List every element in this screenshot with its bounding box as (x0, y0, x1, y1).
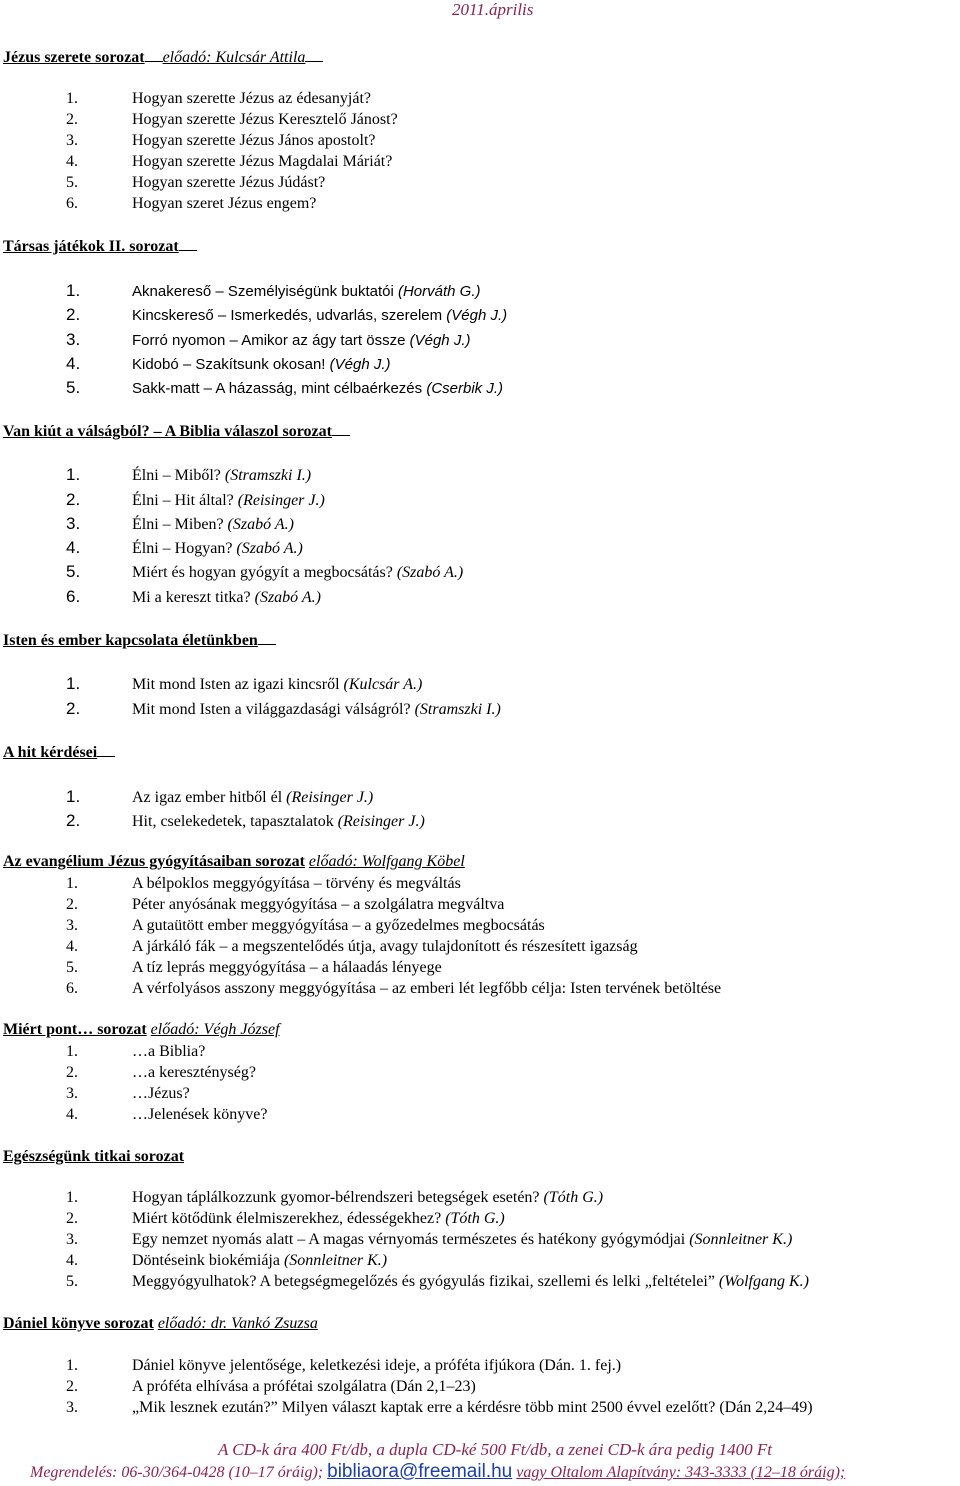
list-item: 5. Hogyan szerette Jézus Júdást? (66, 174, 326, 191)
list-item: 3. Hogyan szerette Jézus János apostolt? (66, 132, 376, 149)
list-item: 2. Miért kötődünk élelmiszerekhez, édességekhez? (Tóth G.) (66, 1210, 505, 1227)
list-item: 4. A járkáló fák – a megszentelődés útja, avagy tulajdonított és részesített igazság (66, 938, 638, 955)
section-heading (3, 1147, 184, 1167)
footer-email-link[interactable]: bibliaora@freemail.hu (327, 1461, 513, 1482)
list-item: 5. Meggyógyulhatok? A betegségmegelőzés és gyógyulás fizikai, szellemi és lelki „feltételei” (Wolfgang K.) (66, 1273, 809, 1290)
section-presenter: előadó: Végh József (150, 1021, 280, 1038)
list-item: 1. Élni – Miből? (Stramszki I.) (66, 465, 312, 484)
list-item: 3. „Mik lesznek ezután?” Milyen választ kaptak erre a kérdésre több mint 2500 évvel ezelőtt? (Dán 2,24–49) (66, 1399, 813, 1416)
document-date: 2011.április (452, 0, 534, 19)
section-title: Isten és ember kapcsolata életünkben (3, 632, 258, 649)
section-heading (3, 1314, 318, 1334)
list-item: 5. A tíz leprás meggyógyítása – a hálaadás lényege (66, 959, 442, 976)
section-heading (3, 852, 465, 872)
list-item: 1. …a Biblia? (66, 1043, 206, 1060)
list-item: 2. Élni – Hit által? (Reisinger J.) (66, 490, 325, 509)
footer-prices: A CD-k ára 400 Ft/db, a dupla CD-ké 500 Ft/db, a zenei CD-k ára pedig 1400 Ft (217, 1440, 772, 1459)
list-item: 3. Forró nyomon – Amikor az ágy tart össze (Végh J.) (66, 330, 471, 349)
section-title: Dániel könyve sorozat (3, 1315, 154, 1332)
section-heading (3, 630, 276, 651)
list-item: 4. Kidobó – Szakítsunk okosan! (Végh J.) (66, 354, 391, 373)
list-item: 3. Egy nemzet nyomás alatt – A magas vérnyomás természetes és hatékony gyógymódjai (Sonnleitner K.) (66, 1231, 793, 1248)
list-item: 1. Dániel könyve jelentősége, keletkezési ideje, a próféta ifjúkora (Dán. 1. fej.) (66, 1357, 622, 1374)
section-title: Társas játékok II. sorozat (3, 238, 179, 255)
list-item: 2. Hit, cselekedetek, tapasztalatok (Reisinger J.) (66, 811, 425, 830)
section-title: A hit kérdései (3, 744, 98, 761)
list-item: 2. …a kereszténység? (66, 1064, 256, 1081)
section-heading (3, 236, 197, 257)
list-item: 5. Sakk-matt – A házasság, mint célbaérkezés (Cserbik J.) (66, 378, 503, 397)
list-item: 1. Hogyan táplálkozzunk gyomor-bélrendszeri betegségek esetén? (Tóth G.) (66, 1189, 604, 1206)
section-title: Miért pont… sorozat (3, 1021, 147, 1038)
list-item: 1. Hogyan szerette Jézus az édesanyját? (66, 90, 371, 107)
list-item: 1. Aknakereső – Személyiségünk buktatói (Horváth G.) (66, 281, 481, 300)
list-item: 1. Mit mond Isten az igazi kincsről (Kulcsár A.) (66, 674, 423, 693)
footer-alternative-phone: vagy Oltalom Alapítvány: 343-3333 (12–18 óráig); (516, 1464, 846, 1481)
section-heading (3, 742, 115, 763)
list-item: 5. Miért és hogyan gyógyít a megbocsátás? (Szabó A.) (66, 562, 464, 581)
section-presenter: előadó: Wolfgang Köbel (308, 853, 465, 870)
list-item: 6. Mi a kereszt titka? (Szabó A.) (66, 587, 321, 606)
list-item: 2. Hogyan szerette Jézus Keresztelő Jánost? (66, 111, 398, 128)
list-item: 2. A próféta elhívása a prófétai szolgálatra (Dán 2,1–23) (66, 1378, 476, 1395)
section-title: Egészségünk titkai sorozat (3, 1148, 185, 1165)
list-item: 4. Döntéseink biokémiája (Sonnleitner K.) (66, 1252, 388, 1269)
list-item: 6. Hogyan szeret Jézus engem? (66, 195, 317, 212)
list-item: 1. A bélpoklos meggyógyítása – törvény és megváltás (66, 875, 461, 892)
footer-order-phone: Megrendelés: 06-30/364-0428 (10–17 óráig); (30, 1464, 324, 1481)
section-heading (3, 421, 350, 442)
list-item: 4. Hogyan szerette Jézus Magdalai Máriát? (66, 153, 393, 170)
list-item: 2. Kincskereső – Ismerkedés, udvarlás, szerelem (Végh J.) (66, 305, 508, 324)
list-item: 2. Péter anyósának meggyógyítása – a szolgálatra megváltva (66, 896, 505, 913)
section-heading (3, 47, 323, 68)
list-item: 2. Mit mond Isten a világgazdasági válságról? (Stramszki I.) (66, 699, 501, 718)
list-item: 4. …Jelenések könyve? (66, 1106, 268, 1123)
section-heading (3, 1020, 280, 1040)
list-item: 3. …Jézus? (66, 1085, 190, 1102)
list-item: 3. A gutaütött ember meggyógyítása – a győzedelmes megbocsátás (66, 917, 545, 934)
list-item: 3. Élni – Miben? (Szabó A.) (66, 514, 294, 533)
section-title: Jézus szerete sorozat (3, 49, 145, 66)
section-presenter: előadó: dr. Vankó Zsuzsa (157, 1315, 318, 1332)
list-item: 1. Az igaz ember hitből él (Reisinger J.) (66, 787, 374, 806)
section-title: Van kiút a válságból? – A Biblia válaszol sorozat (3, 423, 332, 440)
footer-order (30, 1461, 845, 1483)
section-title: Az evangélium Jézus gyógyításaiban sorozat (3, 853, 305, 870)
list-item: 4. Élni – Hogyan? (Szabó A.) (66, 538, 303, 557)
section-presenter: előadó: Kulcsár Attila (162, 49, 306, 66)
list-item: 6. A vérfolyásos asszony meggyógyítása – az emberi lét legfőbb célja: Isten tervének betöltése (66, 980, 722, 997)
